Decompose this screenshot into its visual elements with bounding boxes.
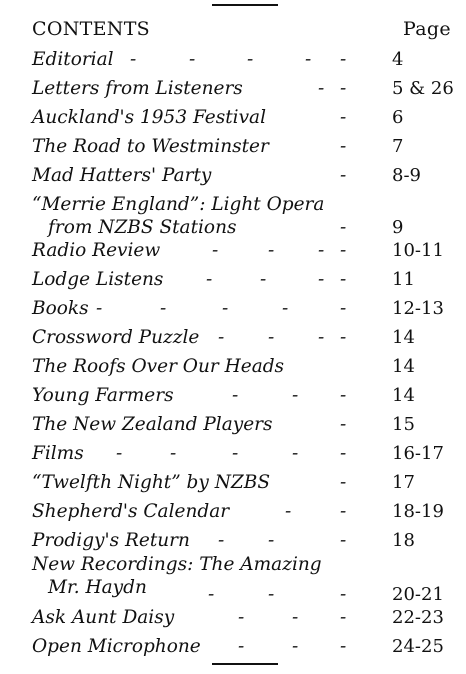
leader-dash: - bbox=[340, 530, 347, 551]
toc-entry-page-number: 18-19 bbox=[392, 501, 444, 522]
toc-entry-title: Auckland's 1953 Festival bbox=[32, 107, 266, 128]
toc-entry-page-number: 24-25 bbox=[392, 636, 444, 657]
leader-dash: - bbox=[222, 298, 229, 319]
toc-entry-title: Letters from Listeners bbox=[32, 78, 243, 99]
toc-entry-title: Shepherd's Calendar bbox=[32, 501, 230, 522]
toc-entry-title-line2: Mr. Haydn bbox=[48, 577, 147, 598]
leader-dash: - bbox=[340, 78, 347, 99]
leader-dash: - bbox=[340, 107, 347, 128]
toc-entry-page-number: 12-13 bbox=[392, 298, 444, 319]
toc-entry-title: Young Farmers bbox=[32, 385, 174, 406]
toc-entry-title: Open Microphone bbox=[32, 636, 201, 657]
leader-dash: - bbox=[340, 584, 347, 605]
toc-entry-title: The New Zealand Players bbox=[32, 414, 273, 435]
leader-dash: - bbox=[340, 327, 347, 348]
toc-entry-title: “Twelfth Night” by NZBS bbox=[32, 472, 271, 493]
leader-dash: - bbox=[340, 443, 347, 464]
toc-entry-title: The Road to Westminster bbox=[32, 136, 269, 157]
leader-dash: - bbox=[340, 636, 347, 657]
leader-dash: - bbox=[268, 530, 275, 551]
leader-dash: - bbox=[189, 49, 196, 70]
leader-dash: - bbox=[206, 269, 213, 290]
leader-dash: - bbox=[247, 49, 254, 70]
toc-entry-page-number: 7 bbox=[392, 136, 404, 157]
toc-entry-title: Radio Review bbox=[32, 240, 161, 261]
leader-dash: - bbox=[268, 240, 275, 261]
leader-dash: - bbox=[160, 298, 167, 319]
toc-entry-title: Prodigy's Return bbox=[32, 530, 190, 551]
leader-dash: - bbox=[292, 443, 299, 464]
toc-entry-title: New Recordings: The Amazing bbox=[32, 554, 322, 575]
leader-dash: - bbox=[318, 78, 325, 99]
toc-entry-title: “Merrie England”: Light Opera bbox=[32, 194, 325, 215]
leader-dash: - bbox=[340, 472, 347, 493]
toc-entry-page-number: 20-21 bbox=[392, 584, 444, 605]
leader-dash: - bbox=[218, 530, 225, 551]
toc-entry-page-number: 14 bbox=[392, 327, 415, 348]
top-rule bbox=[212, 4, 278, 6]
leader-dash: - bbox=[340, 269, 347, 290]
leader-dash: - bbox=[130, 49, 137, 70]
toc-entry-title: Books bbox=[32, 298, 89, 319]
leader-dash: - bbox=[340, 414, 347, 435]
toc-entry-page-number: 5 & 26 bbox=[392, 78, 454, 99]
leader-dash: - bbox=[116, 443, 123, 464]
leader-dash: - bbox=[318, 327, 325, 348]
leader-dash: - bbox=[340, 607, 347, 628]
leader-dash: - bbox=[340, 49, 347, 70]
toc-entry-title: The Roofs Over Our Heads bbox=[32, 356, 285, 377]
page-column-heading: Page bbox=[403, 18, 451, 40]
toc-entry-page-number: 16-17 bbox=[392, 443, 444, 464]
leader-dash: - bbox=[292, 385, 299, 406]
toc-entry-page-number: 18 bbox=[392, 530, 415, 551]
toc-entry-page-number: 17 bbox=[392, 472, 415, 493]
toc-entry-page-number: 11 bbox=[392, 269, 415, 290]
leader-dash: - bbox=[318, 269, 325, 290]
leader-dash: - bbox=[340, 501, 347, 522]
toc-entry-page-number: 22-23 bbox=[392, 607, 444, 628]
leader-dash: - bbox=[340, 136, 347, 157]
leader-dash: - bbox=[232, 443, 239, 464]
toc-entry-title-line2: from NZBS Stations bbox=[48, 217, 237, 238]
leader-dash: - bbox=[318, 240, 325, 261]
leader-dash: - bbox=[268, 584, 275, 605]
leader-dash: - bbox=[260, 269, 267, 290]
leader-dash: - bbox=[212, 240, 219, 261]
toc-entry-page-number: 14 bbox=[392, 385, 415, 406]
bottom-rule bbox=[212, 663, 278, 665]
toc-entry-title: Ask Aunt Daisy bbox=[32, 607, 175, 628]
toc-entry-title: Films bbox=[32, 443, 84, 464]
leader-dash: - bbox=[340, 298, 347, 319]
leader-dash: - bbox=[292, 607, 299, 628]
leader-dash: - bbox=[305, 49, 312, 70]
toc-entry-title: Mad Hatters' Party bbox=[32, 165, 212, 186]
leader-dash: - bbox=[268, 327, 275, 348]
leader-dash: - bbox=[238, 636, 245, 657]
toc-entry-page-number: 4 bbox=[392, 49, 404, 70]
toc-entry-page-number: 15 bbox=[392, 414, 415, 435]
toc-entry-page-number: 14 bbox=[392, 356, 415, 377]
toc-entry-page-number: 8-9 bbox=[392, 165, 421, 186]
leader-dash: - bbox=[96, 298, 103, 319]
leader-dash: - bbox=[340, 165, 347, 186]
leader-dash: - bbox=[232, 385, 239, 406]
leader-dash: - bbox=[170, 443, 177, 464]
leader-dash: - bbox=[208, 584, 215, 605]
leader-dash: - bbox=[340, 385, 347, 406]
toc-entry-page-number: 10-11 bbox=[392, 240, 444, 261]
leader-dash: - bbox=[340, 240, 347, 261]
toc-entry-page-number: 6 bbox=[392, 107, 404, 128]
leader-dash: - bbox=[238, 607, 245, 628]
toc-entry-title: Crossword Puzzle bbox=[32, 327, 200, 348]
leader-dash: - bbox=[282, 298, 289, 319]
contents-heading: CONTENTS bbox=[32, 18, 150, 40]
toc-entry-title: Editorial bbox=[32, 49, 114, 70]
leader-dash: - bbox=[292, 636, 299, 657]
leader-dash: - bbox=[218, 327, 225, 348]
leader-dash: - bbox=[285, 501, 292, 522]
toc-entry-title: Lodge Listens bbox=[32, 269, 164, 290]
toc-entry-page-number: 9 bbox=[392, 217, 404, 238]
leader-dash: - bbox=[340, 217, 347, 238]
